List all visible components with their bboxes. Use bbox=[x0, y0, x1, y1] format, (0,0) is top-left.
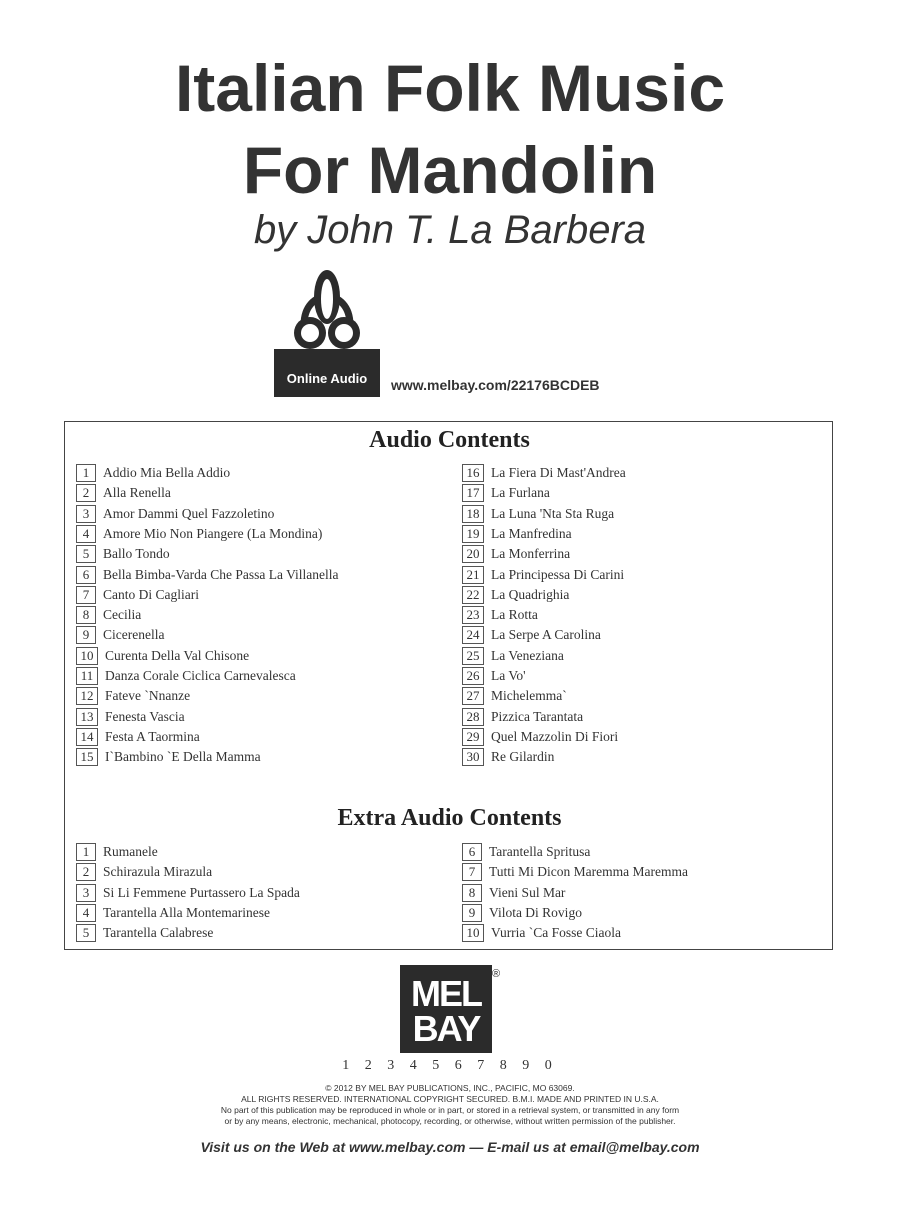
cover-title-line1: Italian Folk Music bbox=[174, 51, 726, 125]
track-item bbox=[76, 606, 141, 624]
track-title: Pizzica Tarantata bbox=[491, 708, 584, 724]
track-item bbox=[462, 687, 567, 705]
track-item bbox=[462, 647, 564, 665]
logo-line2: BAY bbox=[412, 1008, 480, 1049]
author-line: by John T. La Barbera bbox=[253, 208, 647, 252]
track-item bbox=[76, 667, 296, 685]
audio-contents-heading: Audio Contents bbox=[369, 427, 530, 453]
track-item bbox=[462, 843, 590, 861]
track-title: Fenesta Vascia bbox=[105, 708, 185, 724]
track-item bbox=[462, 667, 526, 685]
track-item bbox=[462, 566, 624, 584]
track-title: Ballo Tondo bbox=[103, 546, 170, 562]
track-number: 11 bbox=[76, 667, 98, 685]
track-number: 15 bbox=[76, 748, 98, 766]
track-item bbox=[462, 525, 572, 543]
track-item bbox=[462, 545, 570, 563]
track-number: 17 bbox=[462, 484, 484, 502]
track-item bbox=[462, 586, 569, 604]
track-item bbox=[76, 484, 171, 502]
track-item bbox=[462, 904, 582, 922]
track-number: 2 bbox=[76, 484, 96, 502]
track-number: 10 bbox=[462, 924, 484, 942]
track-number: 10 bbox=[76, 647, 98, 665]
track-title: Canto Di Cagliari bbox=[103, 586, 199, 602]
track-title: La Luna 'Nta Sta Ruga bbox=[491, 505, 615, 521]
track-item bbox=[76, 924, 213, 942]
track-title: Vurria `Ca Fosse Ciaola bbox=[491, 925, 622, 941]
track-number: 3 bbox=[76, 505, 96, 523]
track-number: 20 bbox=[462, 545, 484, 563]
track-number: 8 bbox=[462, 884, 482, 902]
track-item bbox=[462, 748, 554, 766]
track-item bbox=[462, 924, 621, 942]
track-item bbox=[462, 728, 618, 746]
track-title: Cicerenella bbox=[103, 627, 165, 643]
track-number: 30 bbox=[462, 748, 484, 766]
registered-mark: ® bbox=[491, 968, 501, 980]
track-number: 24 bbox=[462, 626, 484, 644]
track-item bbox=[76, 626, 164, 644]
track-item bbox=[76, 525, 322, 543]
track-title: Schirazula Mirazula bbox=[103, 864, 213, 880]
track-number: 23 bbox=[462, 606, 484, 624]
track-number: 6 bbox=[76, 566, 96, 584]
track-item bbox=[76, 904, 270, 922]
print-line: 1 2 3 4 5 6 7 8 9 0 bbox=[342, 1058, 558, 1073]
track-title: Cecilia bbox=[103, 607, 142, 623]
track-title: Michelemma` bbox=[491, 688, 567, 704]
track-title: Tutti Mi Dicon Maremma Maremma bbox=[489, 864, 688, 880]
track-number: 7 bbox=[462, 863, 482, 881]
track-number: 4 bbox=[76, 525, 96, 543]
track-number: 22 bbox=[462, 586, 484, 604]
track-number: 1 bbox=[76, 464, 96, 482]
track-number: 12 bbox=[76, 687, 98, 705]
track-item bbox=[76, 464, 230, 482]
track-number: 6 bbox=[462, 843, 482, 861]
track-title: Festa A Taormina bbox=[105, 728, 200, 744]
track-title: La Fiera Di Mast'Andrea bbox=[491, 465, 626, 480]
track-number: 9 bbox=[462, 904, 482, 922]
track-number: 4 bbox=[76, 904, 96, 922]
track-number: 5 bbox=[76, 545, 96, 563]
track-number: 14 bbox=[76, 728, 98, 746]
track-number: 21 bbox=[462, 566, 484, 584]
track-item bbox=[462, 708, 583, 726]
logo-line1: MEL bbox=[411, 973, 481, 1014]
extra-audio-contents-heading: Extra Audio Contents bbox=[337, 805, 562, 831]
legal-line-1: © 2012 BY MEL BAY PUBLICATIONS, INC., PACIFIC, MO 63069. bbox=[325, 1083, 575, 1093]
track-title: Re Gilardin bbox=[491, 749, 555, 765]
legal-line-2: ALL RIGHTS RESERVED. INTERNATIONAL COPYRIGHT SECURED. B.M.I. MADE AND PRINTED IN U.S.A. bbox=[241, 1094, 659, 1104]
track-title: Addio Mia Bella Addio bbox=[103, 465, 231, 480]
track-title: Tarantella Spritusa bbox=[489, 844, 591, 859]
footer-visit[interactable]: Visit us on the Web at www.melbay.com — E-mail us at email@melbay.com bbox=[200, 1139, 700, 1155]
headphones-icon bbox=[274, 267, 380, 359]
track-number: 1 bbox=[76, 843, 96, 861]
track-item bbox=[76, 884, 300, 902]
track-item bbox=[462, 505, 614, 523]
track-title: Rumanele bbox=[103, 844, 158, 859]
track-item bbox=[76, 687, 190, 705]
track-number: 25 bbox=[462, 647, 484, 665]
track-item bbox=[76, 505, 274, 523]
track-title: La Vo' bbox=[491, 668, 526, 683]
track-title: Vieni Sul Mar bbox=[489, 884, 566, 900]
track-item bbox=[76, 748, 261, 766]
track-title: La Manfredina bbox=[491, 525, 572, 541]
track-title: Tarantella Calabrese bbox=[103, 925, 214, 941]
track-item bbox=[76, 708, 185, 726]
online-audio-label: Online Audio bbox=[286, 371, 368, 386]
track-title: Si Li Femmene Purtassero La Spada bbox=[103, 884, 300, 900]
track-title: Amor Dammi Quel Fazzoletino bbox=[103, 505, 275, 521]
legal-line-4: or by any means, electronic, mechanical, photocopy, recording, or otherwise, without written permission of the publisher. bbox=[224, 1116, 676, 1126]
track-title: La Principessa Di Carini bbox=[491, 566, 625, 582]
track-title: Vilota Di Rovigo bbox=[489, 904, 582, 920]
track-title: La Monferrina bbox=[491, 546, 571, 562]
track-number: 18 bbox=[462, 505, 484, 523]
track-item bbox=[76, 545, 170, 563]
track-item bbox=[462, 464, 626, 482]
track-item bbox=[462, 484, 550, 502]
track-title: Tarantella Alla Montemarinese bbox=[103, 904, 270, 920]
track-item bbox=[462, 863, 688, 881]
track-number: 29 bbox=[462, 728, 484, 746]
track-item bbox=[462, 606, 538, 624]
track-item bbox=[462, 626, 601, 644]
legal-line-3: No part of this publication may be reproduced in whole or in part, or stored in a retrieval system, or transmitted in any form bbox=[220, 1105, 680, 1115]
track-title: La Rotta bbox=[491, 607, 538, 623]
track-item bbox=[76, 586, 199, 604]
track-item bbox=[76, 566, 339, 584]
track-item bbox=[76, 728, 200, 746]
track-number: 7 bbox=[76, 586, 96, 604]
track-title: Fateve `Nnanze bbox=[105, 688, 191, 704]
track-item bbox=[462, 884, 565, 902]
online-audio-url[interactable]: www.melbay.com/22176BCDEB bbox=[391, 377, 600, 393]
track-number: 16 bbox=[462, 464, 484, 482]
track-item bbox=[76, 647, 249, 665]
track-title: La Veneziana bbox=[491, 647, 564, 663]
track-item bbox=[76, 863, 212, 881]
track-title: I`Bambino `E Della Mamma bbox=[105, 749, 261, 765]
track-title: La Furlana bbox=[491, 485, 550, 501]
online-audio-logo bbox=[274, 267, 380, 400]
track-number: 2 bbox=[76, 863, 96, 881]
track-title: Alla Renella bbox=[103, 485, 171, 501]
track-title: Bella Bimba-Varda Che Passa La Villanella bbox=[103, 566, 339, 582]
track-item bbox=[76, 843, 158, 861]
track-title: Danza Corale Ciclica Carnevalesca bbox=[105, 668, 296, 683]
track-number: 3 bbox=[76, 884, 96, 902]
track-title: La Quadrighia bbox=[491, 586, 570, 602]
track-title: La Serpe A Carolina bbox=[491, 627, 601, 643]
track-number: 9 bbox=[76, 626, 96, 644]
track-number: 8 bbox=[76, 606, 96, 624]
track-number: 13 bbox=[76, 708, 98, 726]
track-number: 27 bbox=[462, 687, 484, 705]
track-title: Amore Mio Non Piangere (La Mondina) bbox=[103, 525, 323, 541]
cover-title-line2: For Mandolin bbox=[242, 133, 658, 207]
track-number: 28 bbox=[462, 708, 484, 726]
track-number: 26 bbox=[462, 667, 484, 685]
contents-panel bbox=[64, 421, 833, 950]
track-title: Quel Mazzolin Di Fiori bbox=[491, 728, 619, 744]
track-number: 5 bbox=[76, 924, 96, 942]
mel-bay-logo bbox=[400, 965, 501, 1053]
track-number: 19 bbox=[462, 525, 484, 543]
track-title: Curenta Della Val Chisone bbox=[105, 647, 250, 663]
